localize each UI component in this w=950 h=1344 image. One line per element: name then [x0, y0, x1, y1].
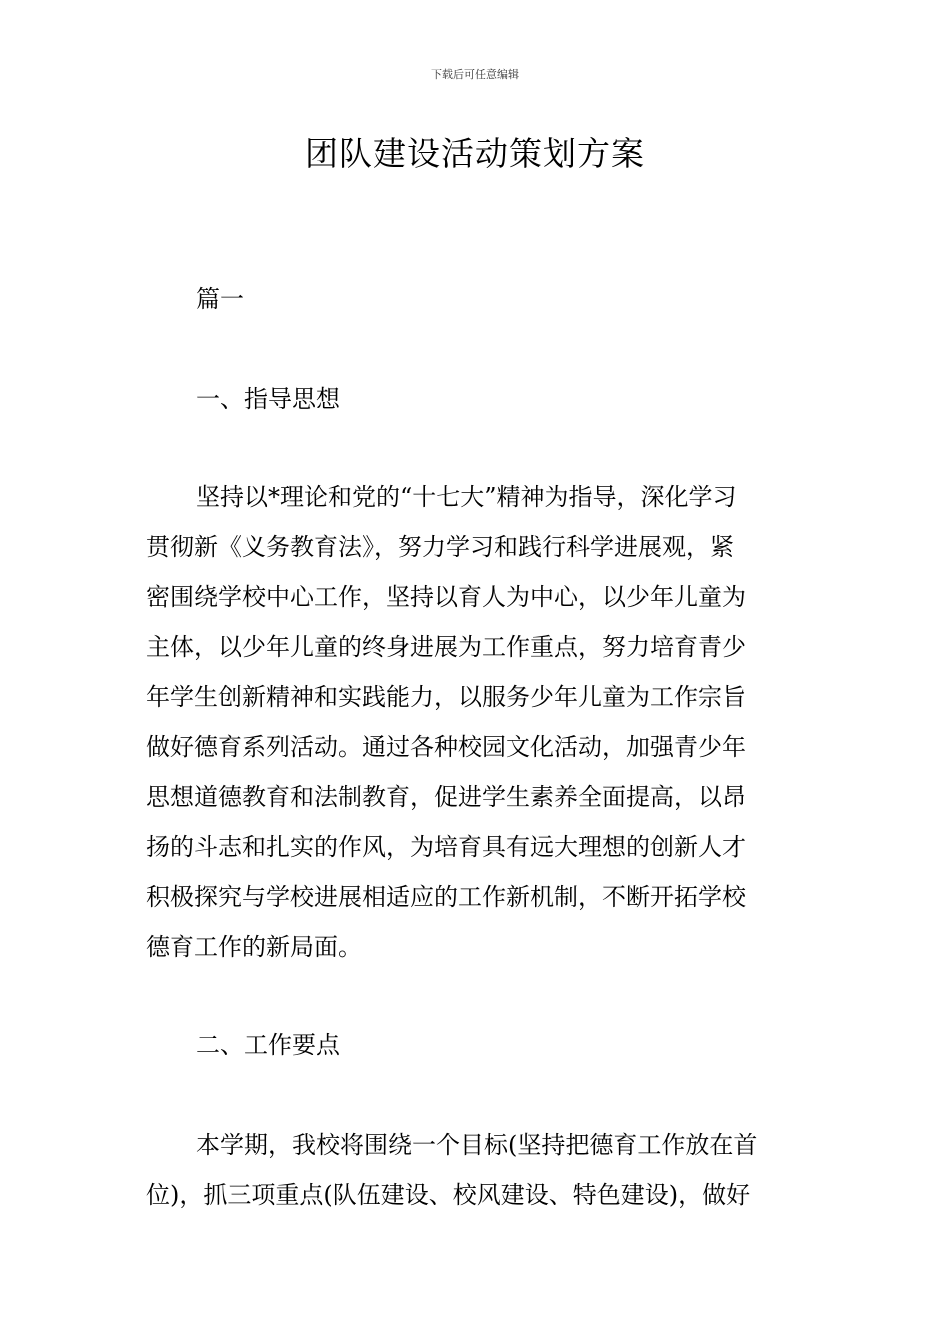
section-label: 篇一 — [196, 285, 244, 313]
document-title: 团队建设活动策划方案 — [305, 134, 645, 173]
paragraph-1-line: 扬的斗志和扎实的作风，为培育具有远大理想的创新人才 — [146, 833, 746, 861]
paragraph-1-line: 密围绕学校中心工作，坚持以育人为中心，以少年儿童为 — [146, 583, 746, 611]
paragraph-1-line: 主体，以少年儿童的终身进展为工作重点，努力培育青少 — [146, 633, 746, 661]
paragraph-1-line: 德育工作的新局面。 — [146, 933, 362, 961]
paragraph-1-line: 积极探究与学校进展相适应的工作新机制，不断开拓学校 — [146, 883, 746, 911]
paragraph-1-line: 年学生创新精神和实践能力，以服务少年儿童为工作宗旨 — [146, 683, 746, 711]
paragraph-1-line: 贯彻新《义务教育法》，努力学习和践行科学进展观，紧 — [146, 533, 734, 561]
paragraph-2-line: 位)，抓三项重点(队伍建设、校风建设、特色建设)，做好 — [146, 1181, 751, 1209]
paragraph-1-line: 思想道德教育和法制教育，促进学生素养全面提高，以昂 — [146, 783, 746, 811]
paragraph-1-line: 做好德育系列活动。通过各种校园文化活动，加强青少年 — [146, 733, 746, 761]
paragraph-1-line: 坚持以*理论和党的“十七大”精神为指导，深化学习 — [196, 483, 737, 511]
paragraph-2-line: 本学期，我校将围绕一个目标(坚持把德育工作放在首 — [196, 1131, 758, 1159]
heading-guiding-ideology: 一、指导思想 — [196, 385, 340, 413]
header-note: 下载后可任意编辑 — [431, 68, 519, 81]
heading-work-points: 二、工作要点 — [196, 1031, 340, 1059]
